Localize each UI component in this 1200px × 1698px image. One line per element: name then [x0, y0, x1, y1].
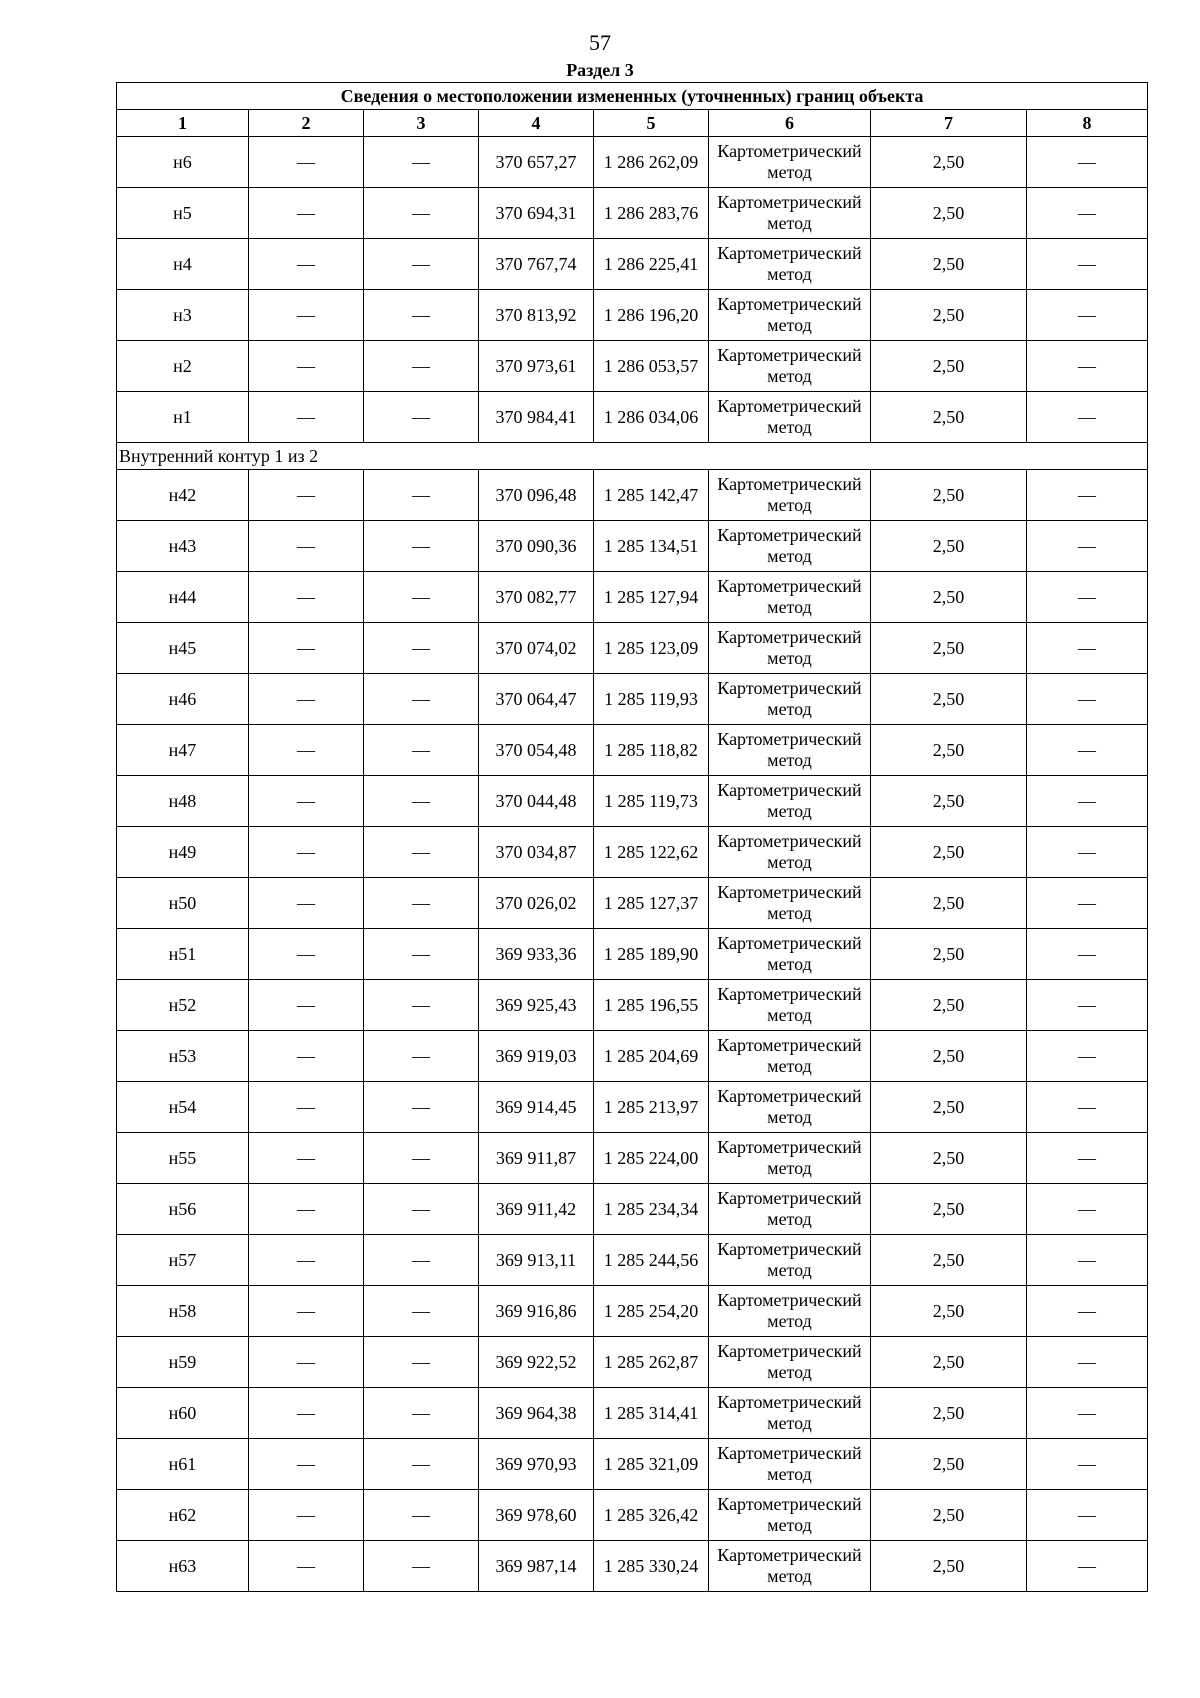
point-number: н56 [117, 1184, 249, 1235]
column-number: 2 [249, 110, 364, 137]
table-row [117, 521, 1148, 572]
column-number: 8 [1027, 110, 1148, 137]
cell-col3: — [364, 1082, 479, 1133]
coordinate-x: 369 922,52 [479, 1337, 594, 1388]
determination-method: Картометрический метод [709, 521, 871, 572]
coordinate-x: 370 090,36 [479, 521, 594, 572]
cell-col2: — [249, 137, 364, 188]
coordinate-y: 1 285 314,41 [594, 1388, 709, 1439]
determination-method: Картометрический метод [709, 623, 871, 674]
accuracy-value: 2,50 [871, 572, 1027, 623]
cell-col2: — [249, 1082, 364, 1133]
coordinate-x: 369 987,14 [479, 1541, 594, 1592]
cell-col2: — [249, 1541, 364, 1592]
cell-col2: — [249, 1490, 364, 1541]
cell-col2: — [249, 290, 364, 341]
table-row [117, 1439, 1148, 1490]
point-number: н58 [117, 1286, 249, 1337]
point-number: н43 [117, 521, 249, 572]
point-number: н60 [117, 1388, 249, 1439]
table-row [117, 1337, 1148, 1388]
determination-method: Картометрический метод [709, 1235, 871, 1286]
table-row [117, 392, 1148, 443]
cell-col2: — [249, 827, 364, 878]
cell-col8: — [1027, 929, 1148, 980]
point-number: н59 [117, 1337, 249, 1388]
cell-col8: — [1027, 878, 1148, 929]
point-number: н63 [117, 1541, 249, 1592]
column-number: 1 [117, 110, 249, 137]
table-row [117, 290, 1148, 341]
contour-label-row [117, 443, 1148, 470]
accuracy-value: 2,50 [871, 878, 1027, 929]
cell-col2: — [249, 980, 364, 1031]
page-number: 57 [589, 30, 611, 55]
coordinate-x: 370 694,31 [479, 188, 594, 239]
cell-col8: — [1027, 776, 1148, 827]
coordinate-x: 370 044,48 [479, 776, 594, 827]
cell-col8: — [1027, 674, 1148, 725]
determination-method: Картометрический метод [709, 878, 871, 929]
accuracy-value: 2,50 [871, 239, 1027, 290]
cell-col2: — [249, 1031, 364, 1082]
determination-method: Картометрический метод [709, 725, 871, 776]
coordinate-x: 369 964,38 [479, 1388, 594, 1439]
coordinate-y: 1 285 134,51 [594, 521, 709, 572]
coordinate-x: 370 074,02 [479, 623, 594, 674]
table-row [117, 1082, 1148, 1133]
coordinate-x: 369 916,86 [479, 1286, 594, 1337]
coordinate-x: 370 813,92 [479, 290, 594, 341]
accuracy-value: 2,50 [871, 470, 1027, 521]
table-row [117, 1235, 1148, 1286]
coordinate-x: 370 984,41 [479, 392, 594, 443]
cell-col3: — [364, 392, 479, 443]
cell-col8: — [1027, 188, 1148, 239]
coordinate-y: 1 285 204,69 [594, 1031, 709, 1082]
coordinate-y: 1 285 142,47 [594, 470, 709, 521]
accuracy-value: 2,50 [871, 929, 1027, 980]
cell-col8: — [1027, 1490, 1148, 1541]
coordinate-y: 1 285 262,87 [594, 1337, 709, 1388]
determination-method: Картометрический метод [709, 1184, 871, 1235]
coordinate-y: 1 285 213,97 [594, 1082, 709, 1133]
table-row [117, 188, 1148, 239]
cell-col3: — [364, 470, 479, 521]
cell-col3: — [364, 1337, 479, 1388]
coordinate-y: 1 286 196,20 [594, 290, 709, 341]
column-number: 3 [364, 110, 479, 137]
table-row [117, 827, 1148, 878]
column-number: 5 [594, 110, 709, 137]
accuracy-value: 2,50 [871, 623, 1027, 674]
determination-method: Картометрический метод [709, 1337, 871, 1388]
cell-col2: — [249, 1337, 364, 1388]
point-number: н48 [117, 776, 249, 827]
cell-col3: — [364, 188, 479, 239]
cell-col3: — [364, 341, 479, 392]
coordinate-x: 370 657,27 [479, 137, 594, 188]
table-row [117, 1388, 1148, 1439]
table-row [117, 137, 1148, 188]
coordinate-x: 370 026,02 [479, 878, 594, 929]
coordinate-y: 1 285 127,94 [594, 572, 709, 623]
cell-col3: — [364, 1031, 479, 1082]
point-number: н45 [117, 623, 249, 674]
coordinate-y: 1 285 189,90 [594, 929, 709, 980]
cell-col3: — [364, 290, 479, 341]
table-row [117, 1490, 1148, 1541]
outer-contour-rows [117, 137, 1148, 443]
determination-method: Картометрический метод [709, 827, 871, 878]
determination-method: Картометрический метод [709, 1286, 871, 1337]
accuracy-value: 2,50 [871, 980, 1027, 1031]
point-number: н61 [117, 1439, 249, 1490]
coordinate-x: 370 064,47 [479, 674, 594, 725]
coordinate-y: 1 285 244,56 [594, 1235, 709, 1286]
table-caption-row [117, 83, 1148, 110]
coordinate-y: 1 286 034,06 [594, 392, 709, 443]
coordinate-x: 369 914,45 [479, 1082, 594, 1133]
point-number: н44 [117, 572, 249, 623]
cell-col2: — [249, 572, 364, 623]
coordinate-y: 1 286 262,09 [594, 137, 709, 188]
cell-col2: — [249, 1286, 364, 1337]
accuracy-value: 2,50 [871, 341, 1027, 392]
accuracy-value: 2,50 [871, 1541, 1027, 1592]
section-title: Раздел 3 [566, 60, 634, 80]
point-number: н54 [117, 1082, 249, 1133]
accuracy-value: 2,50 [871, 1184, 1027, 1235]
cell-col2: — [249, 239, 364, 290]
point-number: н55 [117, 1133, 249, 1184]
determination-method: Картометрический метод [709, 1388, 871, 1439]
cell-col8: — [1027, 392, 1148, 443]
table-row [117, 239, 1148, 290]
inner-contour-rows [117, 470, 1148, 1592]
accuracy-value: 2,50 [871, 521, 1027, 572]
cell-col8: — [1027, 1235, 1148, 1286]
determination-method: Картометрический метод [709, 1541, 871, 1592]
coordinate-x: 370 054,48 [479, 725, 594, 776]
table-row [117, 1031, 1148, 1082]
determination-method: Картометрический метод [709, 1439, 871, 1490]
cell-col8: — [1027, 290, 1148, 341]
cell-col8: — [1027, 1082, 1148, 1133]
table-row [117, 725, 1148, 776]
coordinate-y: 1 285 330,24 [594, 1541, 709, 1592]
point-number: н47 [117, 725, 249, 776]
determination-method: Картометрический метод [709, 290, 871, 341]
coordinate-y: 1 285 119,93 [594, 674, 709, 725]
cell-col8: — [1027, 521, 1148, 572]
coordinate-y: 1 285 127,37 [594, 878, 709, 929]
point-number: н46 [117, 674, 249, 725]
cell-col3: — [364, 623, 479, 674]
coordinate-x: 369 933,36 [479, 929, 594, 980]
coordinate-x: 370 767,74 [479, 239, 594, 290]
table-row [117, 572, 1148, 623]
determination-method: Картометрический метод [709, 470, 871, 521]
point-number: н2 [117, 341, 249, 392]
table-row [117, 980, 1148, 1031]
coordinates-table [116, 82, 1148, 1592]
cell-col2: — [249, 392, 364, 443]
determination-method: Картометрический метод [709, 1082, 871, 1133]
coordinate-y: 1 286 053,57 [594, 341, 709, 392]
point-number: н5 [117, 188, 249, 239]
coordinate-y: 1 285 123,09 [594, 623, 709, 674]
cell-col3: — [364, 878, 479, 929]
coordinate-x: 369 913,11 [479, 1235, 594, 1286]
coordinate-y: 1 285 224,00 [594, 1133, 709, 1184]
determination-method: Картометрический метод [709, 1031, 871, 1082]
cell-col8: — [1027, 1286, 1148, 1337]
accuracy-value: 2,50 [871, 1031, 1027, 1082]
cell-col3: — [364, 1184, 479, 1235]
cell-col2: — [249, 929, 364, 980]
point-number: н50 [117, 878, 249, 929]
table-row [117, 776, 1148, 827]
coordinate-y: 1 285 254,20 [594, 1286, 709, 1337]
point-number: н53 [117, 1031, 249, 1082]
cell-col8: — [1027, 1337, 1148, 1388]
determination-method: Картометрический метод [709, 572, 871, 623]
accuracy-value: 2,50 [871, 1286, 1027, 1337]
point-number: н52 [117, 980, 249, 1031]
point-number: н3 [117, 290, 249, 341]
coordinate-y: 1 285 321,09 [594, 1439, 709, 1490]
table-row [117, 674, 1148, 725]
accuracy-value: 2,50 [871, 725, 1027, 776]
coordinate-y: 1 285 234,34 [594, 1184, 709, 1235]
accuracy-value: 2,50 [871, 1235, 1027, 1286]
point-number: н4 [117, 239, 249, 290]
coordinate-y: 1 286 283,76 [594, 188, 709, 239]
cell-col8: — [1027, 1031, 1148, 1082]
cell-col3: — [364, 776, 479, 827]
cell-col2: — [249, 188, 364, 239]
determination-method: Картометрический метод [709, 980, 871, 1031]
accuracy-value: 2,50 [871, 137, 1027, 188]
coordinate-x: 369 970,93 [479, 1439, 594, 1490]
cell-col2: — [249, 470, 364, 521]
coordinate-y: 1 286 225,41 [594, 239, 709, 290]
cell-col3: — [364, 572, 479, 623]
accuracy-value: 2,50 [871, 1082, 1027, 1133]
cell-col8: — [1027, 623, 1148, 674]
column-number-row [117, 110, 1148, 137]
cell-col3: — [364, 1490, 479, 1541]
coordinate-x: 369 911,87 [479, 1133, 594, 1184]
cell-col8: — [1027, 1388, 1148, 1439]
cell-col3: — [364, 980, 479, 1031]
determination-method: Картометрический метод [709, 776, 871, 827]
cell-col3: — [364, 1133, 479, 1184]
accuracy-value: 2,50 [871, 1388, 1027, 1439]
determination-method: Картометрический метод [709, 137, 871, 188]
point-number: н49 [117, 827, 249, 878]
accuracy-value: 2,50 [871, 290, 1027, 341]
column-number: 7 [871, 110, 1027, 137]
contour-label: Внутренний контур 1 из 2 [117, 443, 1148, 470]
coordinate-y: 1 285 196,55 [594, 980, 709, 1031]
table-caption: Сведения о местоположении измененных (уточненных) границ объекта [117, 83, 1148, 110]
cell-col3: — [364, 827, 479, 878]
cell-col8: — [1027, 1133, 1148, 1184]
accuracy-value: 2,50 [871, 188, 1027, 239]
table-row [117, 1541, 1148, 1592]
cell-col3: — [364, 929, 479, 980]
cell-col3: — [364, 1388, 479, 1439]
determination-method: Картометрический метод [709, 341, 871, 392]
table-row [117, 1133, 1148, 1184]
determination-method: Картометрический метод [709, 1133, 871, 1184]
cell-col2: — [249, 1439, 364, 1490]
determination-method: Картометрический метод [709, 929, 871, 980]
accuracy-value: 2,50 [871, 1337, 1027, 1388]
point-number: н42 [117, 470, 249, 521]
cell-col3: — [364, 1541, 479, 1592]
table-row [117, 1184, 1148, 1235]
point-number: н51 [117, 929, 249, 980]
cell-col2: — [249, 623, 364, 674]
table-row [117, 623, 1148, 674]
cell-col8: — [1027, 827, 1148, 878]
column-number: 4 [479, 110, 594, 137]
point-number: н1 [117, 392, 249, 443]
determination-method: Картометрический метод [709, 239, 871, 290]
cell-col8: — [1027, 572, 1148, 623]
cell-col8: — [1027, 239, 1148, 290]
accuracy-value: 2,50 [871, 1439, 1027, 1490]
determination-method: Картометрический метод [709, 392, 871, 443]
coordinate-x: 370 082,77 [479, 572, 594, 623]
cell-col3: — [364, 725, 479, 776]
coordinate-x: 370 973,61 [479, 341, 594, 392]
cell-col3: — [364, 521, 479, 572]
accuracy-value: 2,50 [871, 776, 1027, 827]
coordinate-y: 1 285 118,82 [594, 725, 709, 776]
table-row [117, 470, 1148, 521]
cell-col3: — [364, 1235, 479, 1286]
point-number: н57 [117, 1235, 249, 1286]
table-row [117, 878, 1148, 929]
contour-separator [117, 443, 1148, 470]
cell-col3: — [364, 239, 479, 290]
accuracy-value: 2,50 [871, 827, 1027, 878]
point-number: н6 [117, 137, 249, 188]
coordinate-x: 369 911,42 [479, 1184, 594, 1235]
table-row [117, 1286, 1148, 1337]
cell-col2: — [249, 1184, 364, 1235]
coordinate-x: 370 096,48 [479, 470, 594, 521]
cell-col8: — [1027, 1184, 1148, 1235]
cell-col8: — [1027, 725, 1148, 776]
column-number: 6 [709, 110, 871, 137]
accuracy-value: 2,50 [871, 1133, 1027, 1184]
point-number: н62 [117, 1490, 249, 1541]
cell-col2: — [249, 521, 364, 572]
table-row [117, 929, 1148, 980]
cell-col2: — [249, 341, 364, 392]
cell-col8: — [1027, 1439, 1148, 1490]
cell-col3: — [364, 137, 479, 188]
cell-col8: — [1027, 137, 1148, 188]
accuracy-value: 2,50 [871, 674, 1027, 725]
cell-col2: — [249, 776, 364, 827]
cell-col2: — [249, 1235, 364, 1286]
cell-col2: — [249, 1388, 364, 1439]
cell-col3: — [364, 1439, 479, 1490]
coordinate-y: 1 285 119,73 [594, 776, 709, 827]
cell-col8: — [1027, 470, 1148, 521]
coordinate-x: 369 919,03 [479, 1031, 594, 1082]
coordinate-x: 369 978,60 [479, 1490, 594, 1541]
table-row [117, 341, 1148, 392]
cell-col2: — [249, 725, 364, 776]
accuracy-value: 2,50 [871, 1490, 1027, 1541]
coordinate-x: 370 034,87 [479, 827, 594, 878]
cell-col8: — [1027, 980, 1148, 1031]
cell-col3: — [364, 674, 479, 725]
cell-col8: — [1027, 341, 1148, 392]
cell-col2: — [249, 674, 364, 725]
accuracy-value: 2,50 [871, 392, 1027, 443]
determination-method: Картометрический метод [709, 674, 871, 725]
cell-col2: — [249, 1133, 364, 1184]
determination-method: Картометрический метод [709, 1490, 871, 1541]
determination-method: Картометрический метод [709, 188, 871, 239]
cell-col8: — [1027, 1541, 1148, 1592]
coordinate-y: 1 285 122,62 [594, 827, 709, 878]
cell-col2: — [249, 878, 364, 929]
cell-col3: — [364, 1286, 479, 1337]
coordinate-y: 1 285 326,42 [594, 1490, 709, 1541]
coordinate-x: 369 925,43 [479, 980, 594, 1031]
